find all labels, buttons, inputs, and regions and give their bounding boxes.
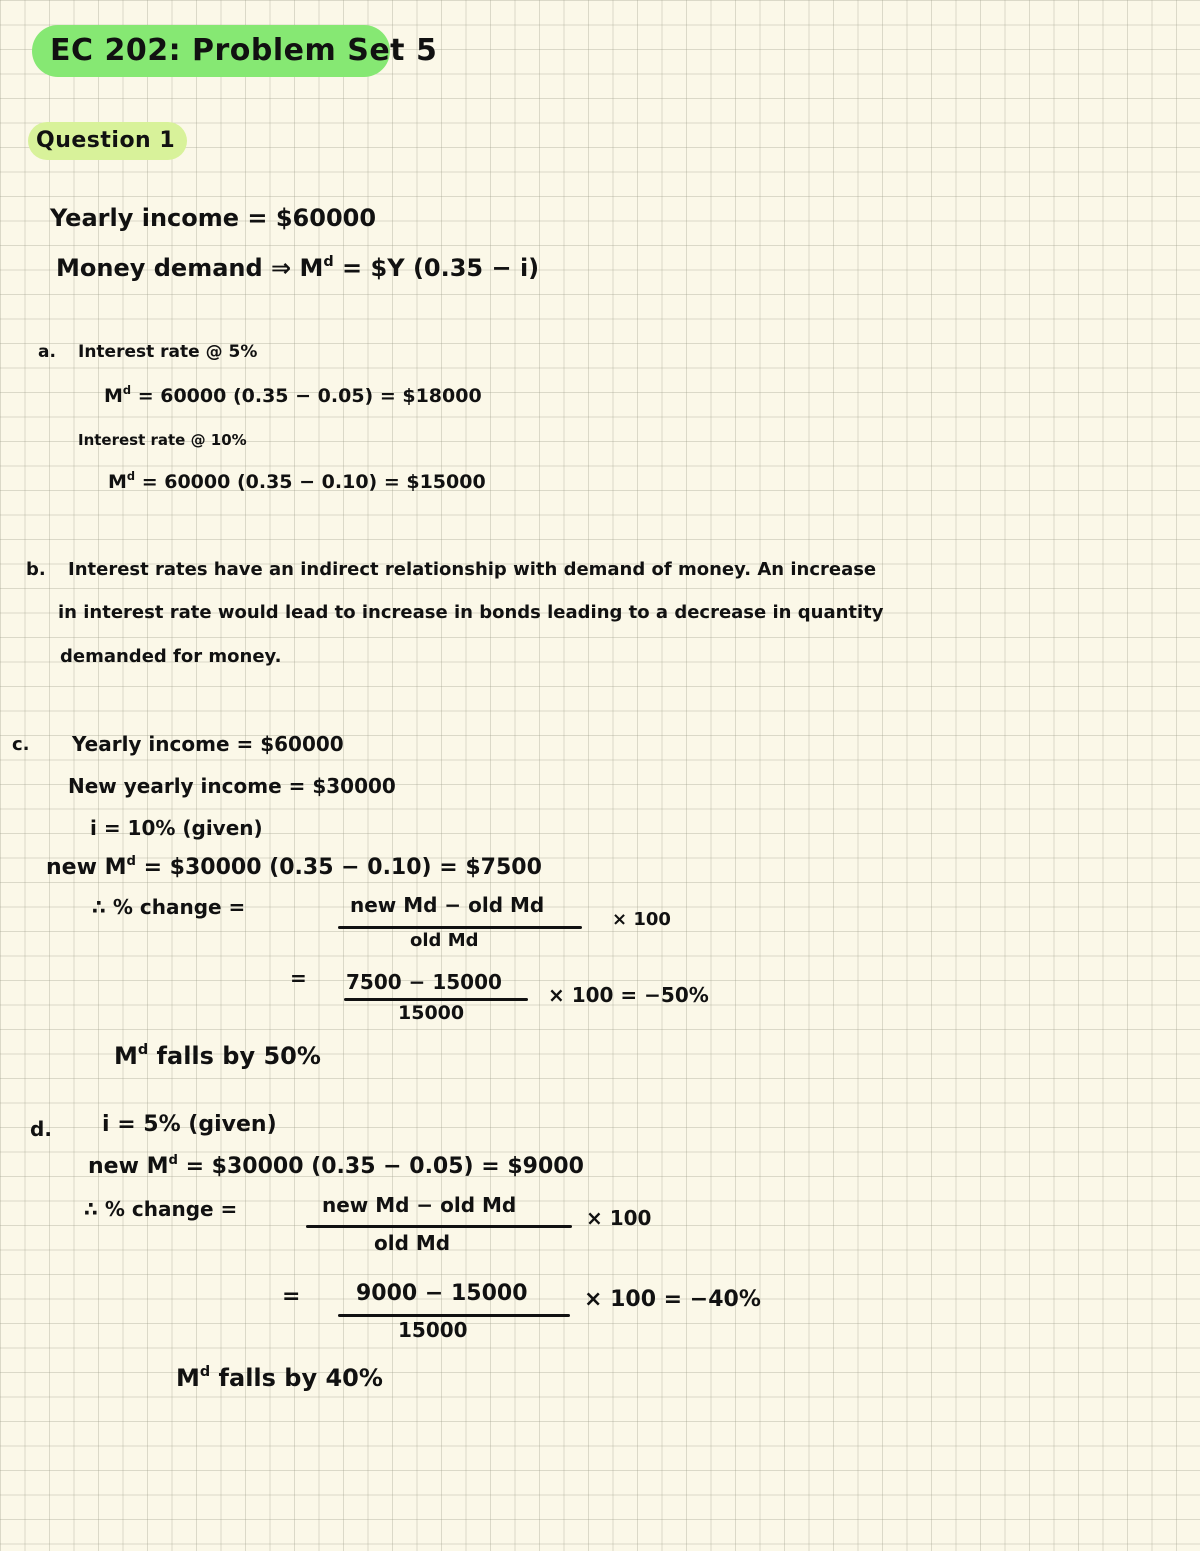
part-a-rate1: Interest rate @ 5%	[78, 342, 258, 362]
part-c-pct-label: ∴ % change =	[92, 895, 246, 919]
part-b-line1: Interest rates have an indirect relationship with demand of money. An increase	[68, 559, 877, 580]
part-d-equals: =	[282, 1284, 301, 1309]
page-title: EC 202: Problem Set 5	[32, 25, 390, 77]
part-c-label: c.	[12, 734, 30, 755]
part-c-conclusion: $M^d$ falls by 50%	[114, 1041, 321, 1070]
part-b-line3: demanded for money.	[60, 646, 282, 667]
part-d-pct-denominator: old Md	[374, 1231, 451, 1255]
money-demand-line: Money demand ⇒ $M^d$ = $Y (0.35 − i)	[56, 253, 540, 282]
part-d-calc-bar	[338, 1314, 570, 1317]
question-heading: Question 1	[28, 122, 187, 160]
part-a-eq1: $M^d = 60000$ (0.35 − 0.05) = $18000	[104, 383, 482, 407]
part-d-calc-result: × 100 = −40%	[584, 1287, 761, 1312]
part-c-rate: i = 10% (given)	[90, 816, 263, 840]
part-c-pct-denominator: old Md	[410, 930, 479, 951]
part-d-calc-denominator: 15000	[398, 1318, 468, 1342]
part-c-new-md: new $M^d$ = $30000 (0.35 − 0.10) = $7500	[46, 853, 542, 880]
part-c-pct-times: × 100	[612, 909, 671, 930]
part-b-label: b.	[26, 559, 46, 580]
part-a-rate2: Interest rate @ 10%	[78, 431, 247, 449]
part-b-line2: in interest rate would lead to increase in bonds leading to a decrease in quantity	[58, 602, 884, 623]
part-c-calc-numerator: 7500 − 15000	[346, 970, 502, 994]
part-a-eq2: $M^d = 60000$ (0.35 − 0.10) = $15000	[108, 469, 486, 493]
part-d-new-md: new $M^d$ = $30000 (0.35 − 0.05) = $9000	[88, 1152, 584, 1179]
part-d-pct-times: × 100	[586, 1206, 652, 1230]
part-c-equals: =	[290, 966, 307, 990]
part-c-yearly-income: Yearly income = $60000	[72, 732, 344, 756]
part-c-pct-numerator: new Md − old Md	[350, 893, 545, 917]
part-c-calc-bar	[344, 998, 528, 1001]
part-c-fraction-bar	[338, 926, 582, 929]
part-d-calc-numerator: 9000 − 15000	[356, 1281, 528, 1306]
part-d-conclusion: $M^d$ falls by 40%	[176, 1363, 383, 1392]
part-d-pct-numerator: new Md − old Md	[322, 1193, 517, 1217]
yearly-income-line: Yearly income = $60000	[50, 204, 377, 232]
part-d-fraction-bar	[306, 1225, 572, 1228]
part-d-rate: i = 5% (given)	[102, 1112, 277, 1137]
part-d-label: d.	[30, 1117, 52, 1141]
part-c-calc-result: × 100 = −50%	[548, 983, 709, 1007]
part-c-calc-denominator: 15000	[398, 1002, 465, 1024]
part-c-new-income: New yearly income = $30000	[68, 774, 396, 798]
part-a-label: a.	[38, 342, 56, 362]
part-d-pct-label: ∴ % change =	[84, 1197, 238, 1221]
